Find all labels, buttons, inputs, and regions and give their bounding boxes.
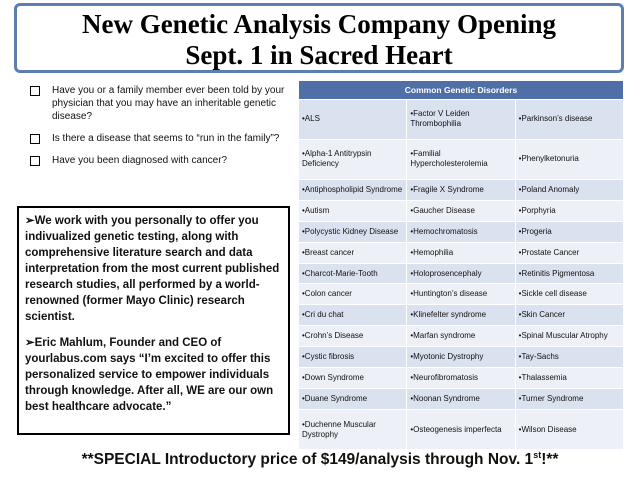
disorder-cell: •Crohn’s Disease — [299, 326, 407, 347]
genetic-disorders-table — [298, 80, 624, 450]
disorder-cell: •Down Syndrome — [299, 368, 407, 389]
disorder-cell: •Alpha-1 Antitrypsin Deficiency — [299, 139, 407, 179]
disorder-cell: •Duane Syndrome — [299, 389, 407, 410]
table-row — [299, 200, 624, 221]
disorder-cell: •Wilson Disease — [515, 410, 623, 450]
disorder-cell: •Fragile X Syndrome — [407, 179, 515, 200]
question-text: Have you or a family member ever been told by your physician that you may have an inheritable genetic disease? — [52, 85, 285, 122]
table-row — [299, 284, 624, 305]
disorder-cell: •Noonan Syndrome — [407, 389, 515, 410]
disorder-cell: •Osteogenesis imperfecta — [407, 410, 515, 450]
disorder-cell: •Klinefelter syndrome — [407, 305, 515, 326]
disorder-cell: •Cri du chat — [299, 305, 407, 326]
table-row — [299, 368, 624, 389]
question-item — [30, 132, 292, 145]
offer-text: **SPECIAL Introductory price of $149/analysis through Nov. 1 — [81, 451, 534, 469]
disorder-cell: •Holoprosencephaly — [407, 263, 515, 284]
table-row — [299, 179, 624, 200]
disorder-cell: •Tay-Sachs — [515, 347, 623, 368]
disorder-cell: •Breast cancer — [299, 242, 407, 263]
offer-text-end: !** — [541, 451, 559, 469]
table-row — [299, 326, 624, 347]
disorder-cell: •Hemophilia — [407, 242, 515, 263]
disorder-cell: •Familial Hypercholesterolemia — [407, 139, 515, 179]
disorder-cell: •Hemochromatosis — [407, 221, 515, 242]
disorder-cell: •Poland Anomaly — [515, 179, 623, 200]
disorder-cell: •Spinal Muscular Atrophy — [515, 326, 623, 347]
title-line-2: Sept. 1 in Sacred Heart — [185, 40, 453, 70]
question-list — [30, 84, 292, 176]
table-row — [299, 263, 624, 284]
info-paragraph-quote: ➢Eric Mahlum, Founder and CEO of yourlabus.com says “I’m excited to offer this personalized service to empower individuals through knowledge. After all, WE are our own best healthcare advocate.” — [25, 337, 274, 413]
disorder-cell: •Myotonic Dystrophy — [407, 347, 515, 368]
table-header: Common Genetic Disorders — [299, 81, 624, 100]
info-paragraph-service: ➢We work with you personally to offer you indivualized genetic testing, along with comprehensive literature search and data interpretation from the most current published research studies, all performed by a world-renowned (former Mayo Clinic) research scientist. — [25, 215, 280, 323]
table-body — [299, 100, 624, 450]
disorder-cell: •Prostate Cancer — [515, 242, 623, 263]
question-item — [30, 84, 292, 123]
disorder-cell: •Colon cancer — [299, 284, 407, 305]
table-row — [299, 410, 624, 450]
disorder-cell: •Parkinson’s disease — [515, 100, 623, 140]
disorder-cell: •Antiphospholipid Syndrome — [299, 179, 407, 200]
disorder-cell: •ALS — [299, 100, 407, 140]
info-box — [17, 206, 290, 435]
question-item — [30, 154, 292, 167]
table-row — [299, 389, 624, 410]
table-row — [299, 221, 624, 242]
table-row — [299, 305, 624, 326]
disorder-cell: •Gaucher Disease — [407, 200, 515, 221]
disorder-cell: •Huntington’s disease — [407, 284, 515, 305]
disorder-cell: •Skin Cancer — [515, 305, 623, 326]
disorder-cell: •Thalassemia — [515, 368, 623, 389]
disorder-cell: •Retinitis Pigmentosa — [515, 263, 623, 284]
disorder-cell: •Phenylketonuria — [515, 139, 623, 179]
special-offer-footer — [0, 450, 640, 469]
disorder-cell: •Cystic fibrosis — [299, 347, 407, 368]
question-text: Have you been diagnosed with cancer? — [52, 155, 228, 166]
disorder-cell: •Porphyria — [515, 200, 623, 221]
title-line-1: New Genetic Analysis Company Opening — [81, 9, 557, 39]
disorder-cell: •Charcot-Marie-Tooth — [299, 263, 407, 284]
title-banner — [14, 3, 624, 73]
checkbox-icon — [30, 134, 40, 144]
disorder-cell: •Neurofibromatosis — [407, 368, 515, 389]
table-row — [299, 347, 624, 368]
table-row — [299, 100, 624, 140]
offer-ordinal-suffix: st — [533, 450, 542, 460]
checkbox-icon — [30, 86, 40, 96]
disorder-cell: •Autism — [299, 200, 407, 221]
disorder-cell: •Turner Syndrome — [515, 389, 623, 410]
table-row — [299, 139, 624, 179]
disorder-cell: •Sickle cell disease — [515, 284, 623, 305]
disorder-cell: •Factor V Leiden Thrombophilia — [407, 100, 515, 140]
disorder-cell: •Marfan syndrome — [407, 326, 515, 347]
checkbox-icon — [30, 156, 40, 166]
question-text: Is there a disease that seems to “run in the family”? — [52, 133, 280, 144]
disorder-cell: •Duchenne Muscular Dystrophy — [299, 410, 407, 450]
disorder-cell: •Polycystic Kidney Disease — [299, 221, 407, 242]
disorder-cell: •Progeria — [515, 221, 623, 242]
table-row — [299, 242, 624, 263]
